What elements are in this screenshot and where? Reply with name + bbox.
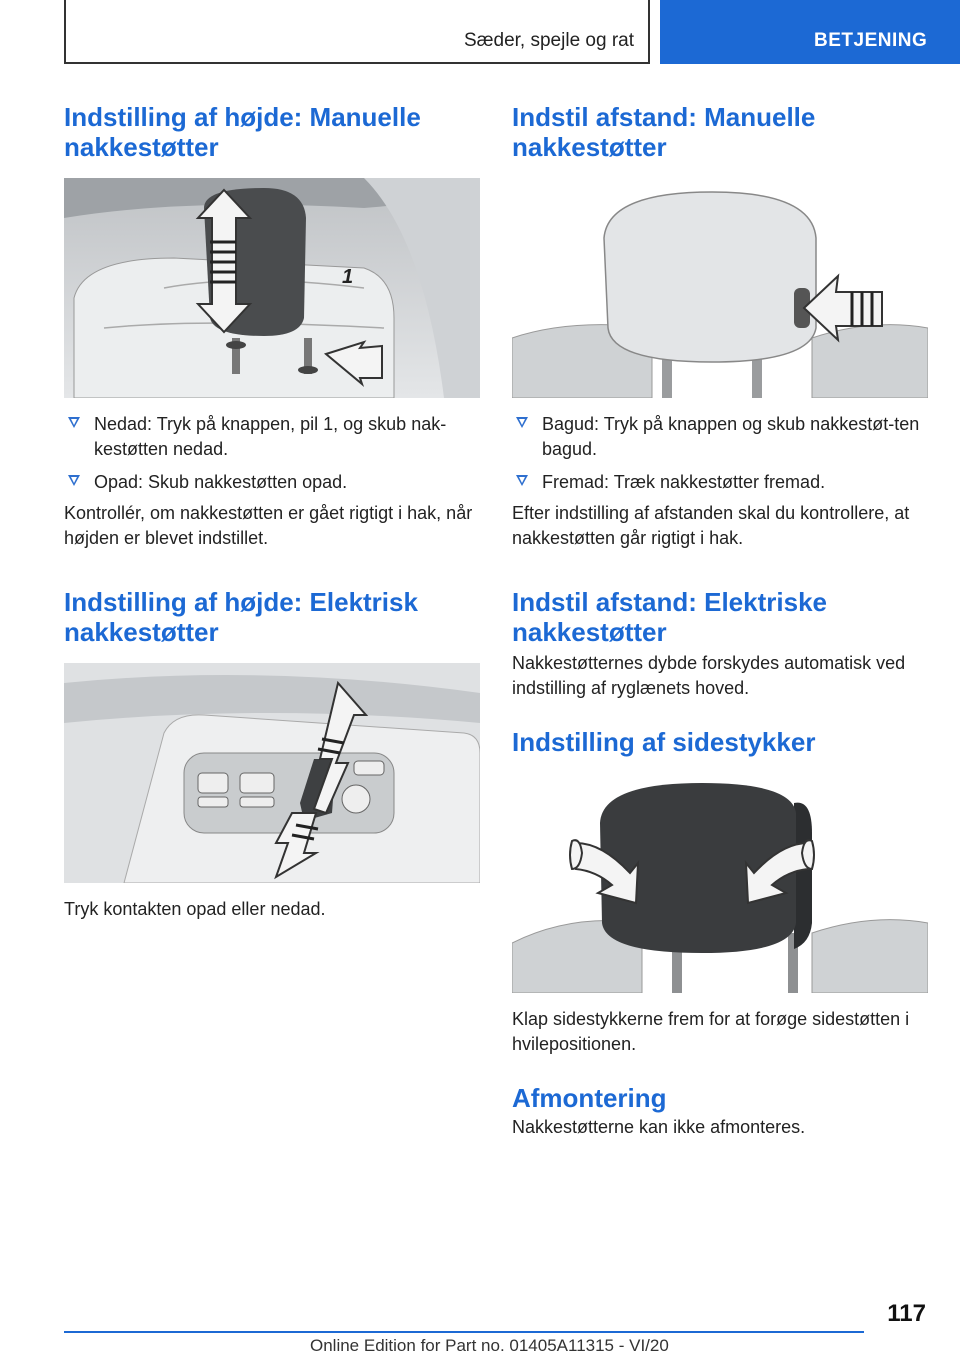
triangle-bullet-icon	[68, 475, 80, 486]
figure-manual-height-headrest	[64, 178, 480, 398]
paragraph-removal: Nakkestøtterne kan ikke afmonteres.	[512, 1117, 806, 1137]
header-section-title: Sæder, spejle og rat	[463, 30, 634, 51]
right-bullet-list	[512, 412, 928, 495]
figure-electric-height-switch	[64, 663, 480, 883]
figure-side-pieces-headrest	[512, 773, 928, 993]
header-chapter-tab[interactable]: BETJENING	[660, 0, 960, 64]
heading-electric-height: Indstilling af højde: Elektrisk nakkestøtter	[64, 587, 418, 647]
paragraph-electric-distance: Nakkestøtternes dybde forskydes automatisk ved indstilling af ryglænets hoved.	[512, 653, 906, 698]
figure-callout-1: 1	[342, 266, 354, 288]
paragraph-electric-switch: Tryk kontakten opad eller nedad.	[64, 899, 326, 919]
triangle-bullet-icon	[516, 475, 528, 486]
figure-manual-distance-headrest	[512, 178, 928, 398]
heading-manual-height: Indstilling af højde: Manuelle nakkestøtter	[64, 102, 421, 162]
list-item: Opad: Skub nakkestøtten opad.	[64, 470, 480, 495]
triangle-bullet-icon	[68, 417, 80, 428]
heading-electric-distance: Indstil afstand: Elektriske nakkestøtter	[512, 587, 827, 647]
paragraph-check-lock: Kontrollér, om nakkestøtten er gået rigtigt i hak, når højden er blevet indstillet.	[64, 503, 473, 548]
heading-side-pieces: Indstilling af sidestykker	[512, 727, 816, 757]
heading-removal: Afmontering	[512, 1083, 667, 1113]
right-column	[512, 102, 928, 1140]
list-item: Fremad: Træk nakkestøtter fremad.	[512, 470, 928, 495]
page-number: 117	[887, 1300, 926, 1327]
header-rule-mid	[648, 0, 650, 64]
heading-manual-distance: Indstil afstand: Manuelle nakkestøtter	[512, 102, 816, 162]
footer-edition: Online Edition for Part no. 01405A11315 - VI/20	[310, 1336, 669, 1355]
list-item: Nedad: Tryk på knappen, pil 1, og skub nak-kestøtten nedad.	[64, 412, 480, 462]
triangle-bullet-icon	[516, 417, 528, 428]
left-bullet-list	[64, 412, 480, 495]
paragraph-side-pieces: Klap sidestykkerne frem for at forøge sidestøtten i hvilepositionen.	[512, 1009, 910, 1054]
list-item: Bagud: Tryk på knappen og skub nakkestøt-ten bagud.	[512, 412, 928, 462]
header-rule-bottom	[64, 62, 650, 64]
left-column	[64, 102, 480, 922]
paragraph-check-distance: Efter indstilling af afstanden skal du kontrollere, at nakkestøtten går rigtigt i hak.	[512, 503, 910, 548]
header-rule-left	[64, 0, 66, 64]
footer-rule	[64, 1331, 864, 1333]
